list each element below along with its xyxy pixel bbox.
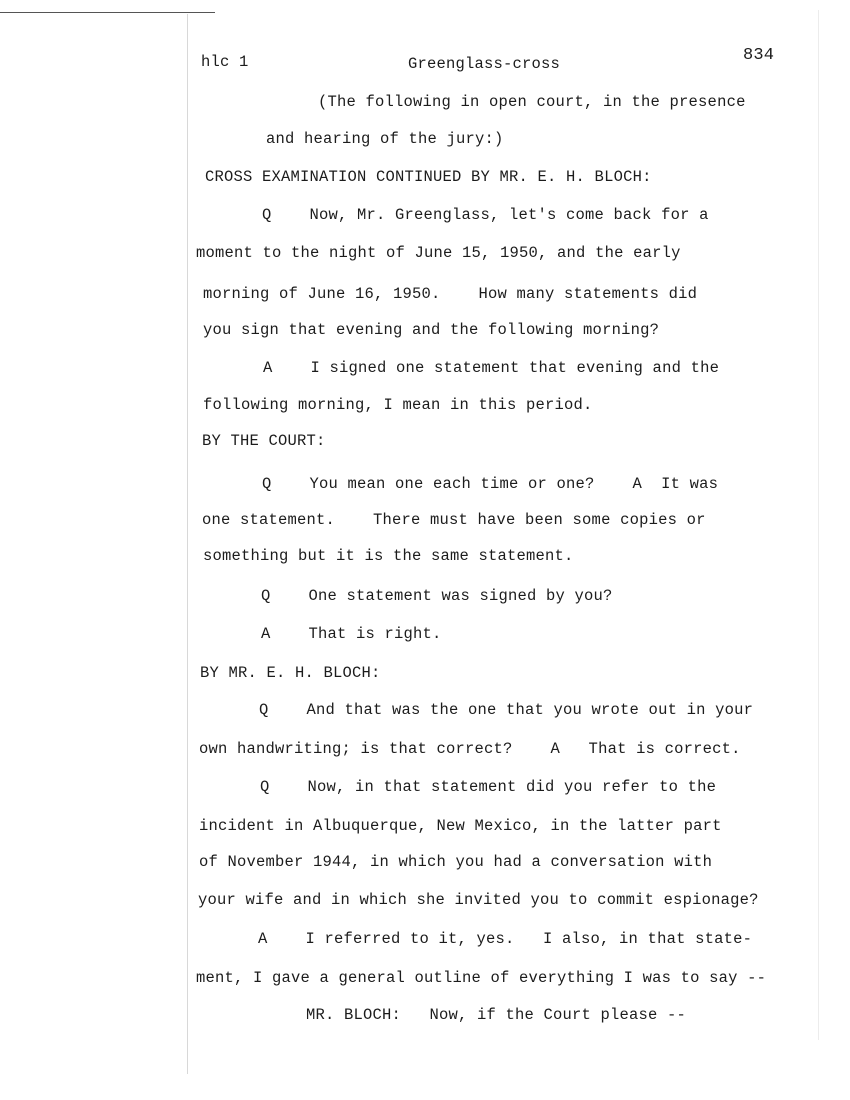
- transcript-line: Q You mean one each time or one? A It was: [262, 475, 719, 493]
- transcript-line: you sign that evening and the following morning?: [203, 321, 660, 339]
- transcript-line: ment, I gave a general outline of everything I was to say --: [196, 969, 767, 987]
- transcript-line: A That is right.: [261, 625, 442, 643]
- transcript-line: (The following in open court, in the presence: [318, 93, 746, 111]
- transcript-line: moment to the night of June 15, 1950, and the early: [196, 244, 681, 262]
- transcript-line: Q Now, Mr. Greenglass, let's come back for a: [262, 206, 709, 224]
- transcript-line: incident in Albuquerque, New Mexico, in the latter part: [199, 817, 722, 835]
- transcript-line: of November 1944, in which you had a conversation with: [199, 853, 713, 871]
- transcript-line: Q One statement was signed by you?: [261, 587, 613, 605]
- transcript-line: own handwriting; is that correct? A That is correct.: [199, 740, 741, 758]
- transcript-line: your wife and in which she invited you to commit espionage?: [198, 891, 759, 909]
- transcript-line: morning of June 16, 1950. How many statements did: [203, 285, 698, 303]
- transcript-line: and hearing of the jury:): [266, 130, 504, 148]
- transcript-line: Q And that was the one that you wrote out in your: [259, 701, 754, 719]
- header-left: hlc 1: [201, 53, 249, 71]
- transcript-line: CROSS EXAMINATION CONTINUED BY MR. E. H. BLOCH:: [205, 168, 652, 186]
- transcript-line: one statement. There must have been some copies or: [202, 511, 706, 529]
- transcript-line: BY THE COURT:: [202, 432, 326, 450]
- transcript-line: something but it is the same statement.: [203, 547, 574, 565]
- transcript-line: A I signed one statement that evening and the: [263, 359, 720, 377]
- page-left-edge: [187, 14, 188, 1074]
- transcript-line: following morning, I mean in this period.: [203, 396, 593, 414]
- transcript-line: MR. BLOCH: Now, if the Court please --: [306, 1006, 687, 1024]
- page-number: 834: [743, 46, 775, 65]
- transcript-line: A I referred to it, yes. I also, in that state-: [258, 930, 753, 948]
- page-right-edge: [818, 10, 819, 1040]
- top-rule: [0, 12, 215, 13]
- transcript-line: BY MR. E. H. BLOCH:: [200, 664, 381, 682]
- transcript-line: Q Now, in that statement did you refer to the: [260, 778, 717, 796]
- header-title: Greenglass-cross: [408, 55, 561, 73]
